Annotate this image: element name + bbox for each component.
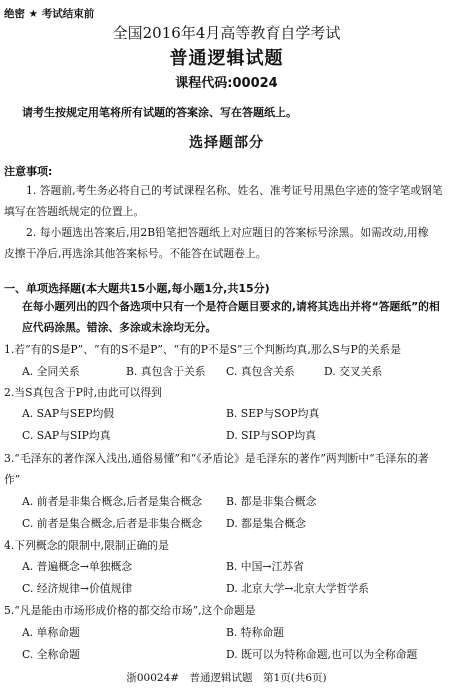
option: A. 单称命题 [22, 626, 80, 639]
option: B. SEP与SOP均真 [226, 407, 320, 420]
confidential-mark: 绝密 ★ 考试结束前 [4, 8, 95, 20]
option: C. 经济规律→价值规律 [22, 582, 133, 595]
option: B. 特称命题 [226, 626, 284, 639]
note-line: 2. 每小题选出答案后,用2B铅笔把答题纸上对应题目的答案标号涂黑。如需改动,用橡 [26, 226, 429, 239]
question-stem: 3.“毛泽东的著作深入浅出,通俗易懂”和“《矛盾论》是毛泽东的著作”两判断中“毛泽东的著 [4, 452, 429, 465]
option: D. 既可以为特称命题,也可以为全称命题 [226, 648, 418, 661]
section-heading: 一、单项选择题(本大题共15小题,每小题1分,共15分) [4, 282, 270, 295]
option: B. 都是非集合概念 [226, 495, 317, 508]
page-footer: 浙00024# 普通逻辑试题 第1页(共6页) [126, 672, 327, 684]
option: B. 中国→江苏省 [226, 560, 304, 573]
course-code-row [0, 72, 453, 91]
option: A. 全同关系 [22, 365, 80, 378]
option: B. 真包含于关系 [126, 365, 206, 378]
part-title: 选择题部分 [189, 135, 264, 151]
option: A. 前者是非集合概念,后者是集合概念 [22, 495, 203, 508]
note-item [4, 222, 446, 264]
option: D. 北京大学→北京大学哲学系 [226, 582, 369, 595]
option: D. SIP与SOP均真 [226, 429, 316, 442]
question-stem: 4.下列概念的限制中,限制正确的是 [4, 539, 169, 552]
question [4, 382, 449, 403]
section-desc-line: 应代码涂黑。错涂、多涂或未涂均无分。 [22, 321, 217, 334]
question [4, 600, 449, 621]
option: C. 真包含关系 [226, 365, 295, 378]
answer-instruction: 请考生按规定用笔将所有试题的答案涂、写在答题纸上。 [22, 106, 297, 119]
option: C. SAP与SIP均真 [22, 429, 111, 442]
course-code: 00024 [232, 76, 278, 91]
question-stem: 作” [4, 473, 21, 486]
notes-heading: 注意事项: [4, 165, 53, 178]
note-line: 1. 答题前,考生务必将自己的考试课程名称、姓名、准考证号用黑色字迹的签字笔或钢笔 [26, 184, 443, 197]
option: A. SAP与SEP均假 [22, 407, 115, 420]
subject-title: 普通逻辑试题 [169, 48, 284, 69]
section-desc-line: 在每小题列出的四个备选项中只有一个是符合题目要求的,请将其选出并将“答题纸”的相 [22, 300, 440, 313]
option: C. 前者是集合概念,后者是非集合概念 [22, 517, 203, 530]
option: D. 交叉关系 [324, 365, 383, 378]
question [4, 339, 449, 360]
option: A. 普遍概念→单独概念 [22, 560, 133, 573]
exam-title: 全国2016年4月高等教育自学考试 [112, 24, 341, 42]
question-stem: 5.“凡是能由市场形成价格的都交给市场”,这个命题是 [4, 604, 256, 617]
option: C. 全称命题 [22, 648, 80, 661]
course-code-label: 课程代码: [175, 76, 233, 91]
question [4, 448, 449, 490]
note-line: 填写在答题纸规定的位置上。 [4, 205, 145, 218]
section-description [22, 296, 448, 338]
question-stem: 2.当S真包含于P时,由此可以得到 [4, 386, 162, 399]
note-item [4, 180, 446, 222]
question [4, 535, 449, 556]
question-stem: 1.若“有的S是P”、“有的S不是P”、“有的P不是S”三个判断均真,那么S与P的关系是 [4, 343, 402, 356]
note-line: 皮擦干净后,再选涂其他答案标号。不能答在试题卷上。 [4, 247, 267, 260]
option: D. 都是集合概念 [226, 517, 306, 530]
